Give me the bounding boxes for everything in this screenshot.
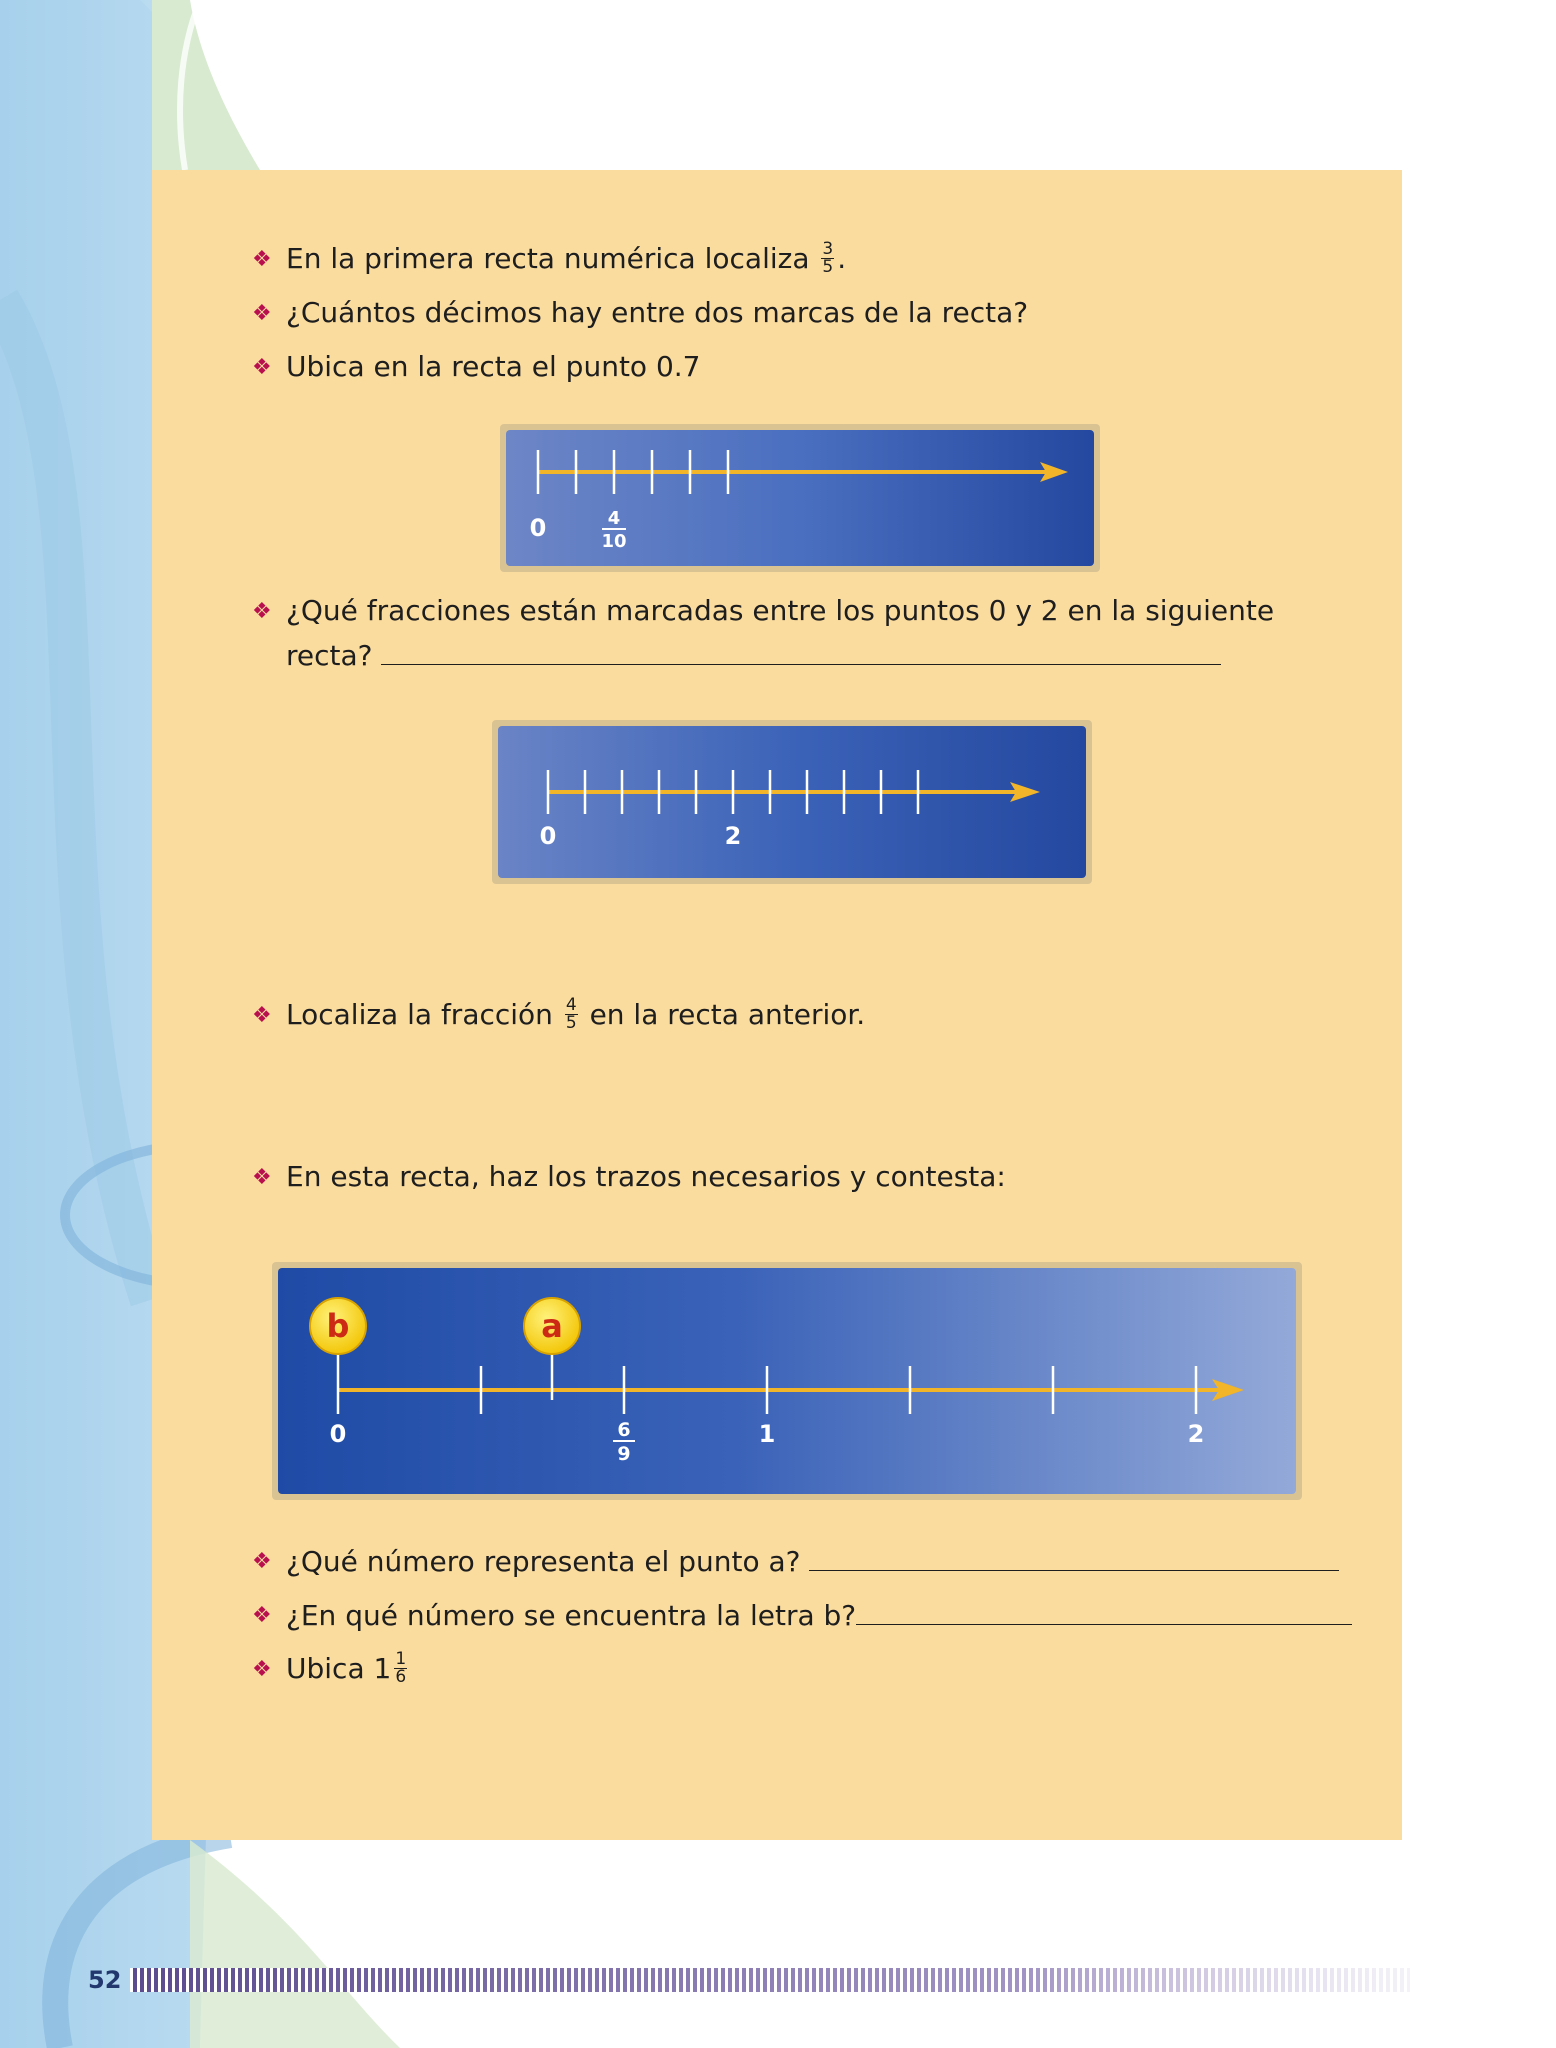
question-locate-mixed-number bbox=[252, 1648, 410, 1688]
fraction bbox=[821, 238, 834, 277]
badge-a-label: a bbox=[541, 1307, 563, 1345]
tick-label-1: 1 bbox=[758, 1420, 776, 1448]
fraction-denominator: 5 bbox=[565, 1012, 577, 1033]
fraction-numerator: 3 bbox=[822, 238, 834, 259]
question-text-after: en la recta anterior. bbox=[589, 998, 866, 1031]
question-text: En la primera recta numérica localiza bbox=[286, 242, 810, 275]
question-text: Ubica 1 bbox=[286, 1652, 392, 1685]
tick-label-2: 2 bbox=[1187, 1420, 1205, 1448]
answer-blank[interactable] bbox=[381, 638, 1221, 665]
tick-label-0: 0 bbox=[539, 822, 557, 850]
question-text: En esta recta, haz los trazos necesarios y contesta: bbox=[286, 1160, 1006, 1193]
fraction-numerator: 4 bbox=[565, 994, 577, 1015]
question-text: Localiza la fracción bbox=[286, 998, 553, 1031]
bullet-icon: ❖ bbox=[252, 1549, 272, 1574]
tick-label-numerator: 6 bbox=[617, 1419, 631, 1441]
bullet-icon: ❖ bbox=[252, 1165, 272, 1190]
question-fractions-marked-cont bbox=[286, 638, 1221, 673]
bullet-icon: ❖ bbox=[252, 355, 272, 380]
bullet-icon: ❖ bbox=[252, 1603, 272, 1628]
bullet-icon: ❖ bbox=[252, 1003, 272, 1028]
number-line-1 bbox=[500, 424, 1100, 572]
question-point-a bbox=[252, 1544, 1339, 1579]
tick-label-2: 2 bbox=[724, 822, 742, 850]
tick-label-0: 0 bbox=[329, 1420, 347, 1448]
fraction-denominator: 6 bbox=[395, 1666, 407, 1687]
question-text: Ubica en la recta el punto 0.7 bbox=[286, 350, 701, 383]
page-number: 52 bbox=[88, 1966, 122, 1994]
bullet-icon: ❖ bbox=[252, 247, 272, 272]
question-text: ¿En qué número se encuentra la letra b? bbox=[286, 1599, 857, 1632]
question-suffix: . bbox=[837, 242, 847, 275]
fraction-numerator: 1 bbox=[395, 1648, 407, 1669]
question-text: recta? bbox=[286, 639, 373, 672]
question-locate-three-fifths bbox=[252, 238, 847, 278]
question-tenths-between-marks bbox=[252, 296, 1029, 330]
question-letter-b bbox=[252, 1598, 1352, 1633]
question-fractions-marked bbox=[252, 594, 1275, 628]
bullet-icon: ❖ bbox=[252, 301, 272, 326]
footer-stripe-decoration bbox=[130, 1968, 1410, 1992]
tick-label-0: 0 bbox=[529, 514, 547, 542]
question-locate-four-fifths bbox=[252, 994, 866, 1034]
badge-b-label: b bbox=[326, 1307, 350, 1345]
answer-blank[interactable] bbox=[856, 1598, 1352, 1625]
number-line-2 bbox=[492, 720, 1092, 884]
question-text: ¿Qué número representa el punto a? bbox=[286, 1545, 801, 1578]
bullet-icon: ❖ bbox=[252, 599, 272, 624]
fraction bbox=[565, 994, 578, 1033]
question-text: ¿Qué fracciones están marcadas entre los puntos 0 y 2 en la siguiente bbox=[286, 594, 1275, 627]
tick-label-numerator: 4 bbox=[607, 508, 621, 529]
number-line-3 bbox=[272, 1262, 1302, 1500]
question-locate-point bbox=[252, 350, 701, 384]
bullet-icon: ❖ bbox=[252, 1657, 272, 1682]
tick-label-denominator: 9 bbox=[617, 1443, 631, 1465]
fraction bbox=[394, 1648, 407, 1687]
fraction-denominator: 5 bbox=[822, 256, 834, 277]
tick-label-denominator: 10 bbox=[601, 531, 627, 552]
question-text: ¿Cuántos décimos hay entre dos marcas de la recta? bbox=[286, 296, 1029, 329]
question-draw-and-answer bbox=[252, 1160, 1006, 1194]
answer-blank[interactable] bbox=[809, 1544, 1339, 1571]
